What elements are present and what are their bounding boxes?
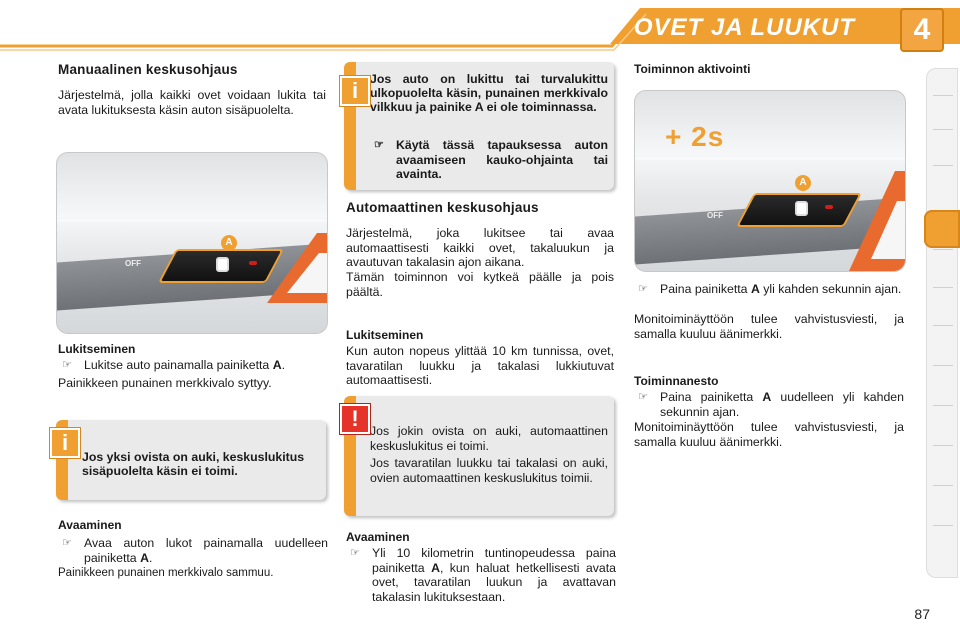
info-icon: i xyxy=(340,76,370,106)
finger-bullet-icon: ☞ xyxy=(374,139,384,151)
middle-unlocking-bullet: ☞ Yli 10 kilometrin tuntinopeudessa paina painiketta A, kun haluat hetkellisesti avata ovet, tavaratilan luukun ja avattavan takalasin lukituksestaan. xyxy=(346,546,616,604)
warning-text-1: Jos jokin ovista on auki, automaattinen keskuslukitus ei toimi. xyxy=(370,424,608,453)
deactivation-bullet: ☞ Paina painiketta A uudelleen yli kahden sekunnin ajan. xyxy=(634,390,904,419)
warning-text-2: Jos tavaratilan luukku tai takalasi on auki, ovien automaattinen keskuslukitus toimii. xyxy=(370,456,608,485)
off-label: OFF xyxy=(125,259,141,268)
page-number: 87 xyxy=(914,606,930,622)
dashboard-illustration xyxy=(56,152,328,334)
middle-locking-text: Kun auton nopeus ylittää 10 km tunnissa, ovet, tavaratilan luukku ja takalasi lukkiutuvat automaattisesti. xyxy=(346,344,614,387)
left-unlocking-result: Painikkeen punainen merkkivalo sammuu. xyxy=(58,567,274,579)
info-bullet-use-remote: ☞ Käytä tässä tapauksessa auton avaamiseen kauko-ohjainta tai avainta. xyxy=(370,138,608,182)
automatic-intro-text-2: Tämän toiminnon voi kytkeä päälle ja pois päältä. xyxy=(346,270,614,299)
warning-box xyxy=(344,396,614,516)
manual-intro-text: Järjestelmä, jolla kaikki ovet voidaan lukita tai avata lukituksesta käsin auton sisäpuolelta. xyxy=(58,88,326,117)
finger-bullet-icon: ☞ xyxy=(350,547,360,559)
finger-bullet-icon: ☞ xyxy=(638,283,648,295)
off-label: OFF xyxy=(707,211,723,220)
button-a-callout: A xyxy=(795,175,811,191)
info-text-door-open: Jos yksi ovista on auki, keskuslukitus sisäpuolelta käsin ei toimi. xyxy=(82,450,305,478)
chapter-tab-active[interactable] xyxy=(924,210,960,248)
info-box-outside-lock xyxy=(344,62,614,190)
info-text-outside-lock: Jos auto on lukittu tai turvalukittu ulkopuolelta käsin, punainen merkkivalo vilkkuu ja painike A ei ole toiminnassa. xyxy=(370,72,608,114)
finger-bullet-icon: ☞ xyxy=(62,359,72,371)
info-icon: i xyxy=(50,428,80,458)
left-unlocking-bullet: ☞ Avaa auton lukot painamalla uudelleen painiketta A. xyxy=(58,536,328,565)
activation-heading: Toiminnon aktivointi xyxy=(634,62,751,76)
lock-icon xyxy=(216,257,229,272)
chapter-tabs xyxy=(926,68,958,578)
middle-locking-heading: Lukitseminen xyxy=(346,328,424,342)
chapter-title: OVET JA LUUKUT xyxy=(633,14,855,41)
hold-2s-label: + 2s xyxy=(665,121,725,152)
activation-result: Monitoiminäyttöön tulee vahvistusviesti, ja samalla kuuluu äänimerkki. xyxy=(634,312,904,341)
deactivation-result: Monitoiminäyttöön tulee vahvistusviesti, ja samalla kuuluu äänimerkki. xyxy=(634,420,904,449)
info-box-door-open xyxy=(56,420,326,500)
finger-bullet-icon: ☞ xyxy=(62,537,72,549)
manual-central-locking-title: Manuaalinen keskusohjaus xyxy=(58,62,238,77)
left-locking-result: Painikkeen punainen merkkivalo syttyy. xyxy=(58,376,272,390)
left-unlocking-heading: Avaaminen xyxy=(58,518,122,532)
hazard-icon xyxy=(267,233,327,303)
button-a-callout: A xyxy=(221,235,237,251)
lock-icon xyxy=(795,201,808,216)
hazard-icon xyxy=(849,171,905,271)
red-led-icon xyxy=(825,205,833,209)
finger-bullet-icon: ☞ xyxy=(638,391,648,403)
chapter-number-badge: 4 xyxy=(900,8,944,52)
left-locking-heading: Lukitseminen xyxy=(58,342,136,356)
activation-bullet: ☞ Paina painiketta A yli kahden sekunnin ajan. xyxy=(634,282,904,297)
red-led-icon xyxy=(249,261,257,265)
automatic-intro-text: Järjestelmä, joka lukitsee tai avaa automaattisesti kaikki ovet, takaluukun ja avautuvan takalasin ajon aikana. xyxy=(346,226,614,269)
hold-button-illustration xyxy=(634,90,906,272)
middle-unlocking-heading: Avaaminen xyxy=(346,530,410,544)
left-locking-bullet: ☞ Lukitse auto painamalla painiketta A. xyxy=(58,358,328,373)
deactivation-heading: Toiminnanesto xyxy=(634,374,719,388)
warning-icon: ! xyxy=(340,404,370,434)
automatic-central-locking-title: Automaattinen keskusohjaus xyxy=(346,200,539,215)
